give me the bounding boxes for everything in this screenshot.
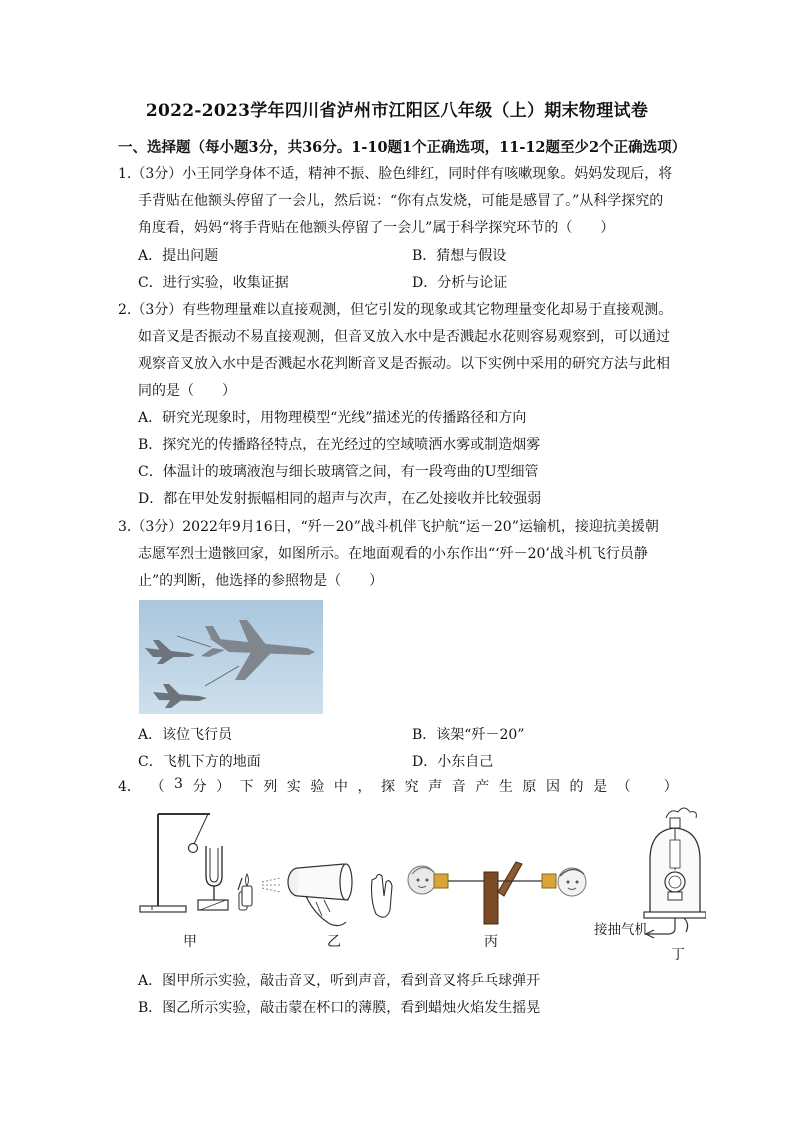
- figure-yi-caption: 乙: [327, 934, 341, 950]
- q2-line-3: 观察音叉放入水中是否溅起水花判断音叉是否振动。以下实例中采用的研究方法与此相: [138, 356, 670, 372]
- q4-stem-char: 3: [174, 776, 183, 792]
- q2-option-c[interactable]: C．体温计的玻璃液泡与细长玻璃管之间，有一段弯曲的U型细管: [138, 464, 539, 480]
- q4-stem-char: 生: [498, 779, 513, 795]
- q4-stem-char: 是: [593, 779, 608, 795]
- q4-stem-char: ，: [357, 779, 372, 795]
- q4-stem-char: 下: [239, 779, 254, 795]
- q2-option-a[interactable]: A．研究光现象时，用物理模型“光线”描述光的传播路径和方向: [138, 410, 527, 426]
- q4-stem-char: 产: [475, 779, 490, 795]
- q2-line-1: 2.（3分）有些物理量难以直接观测，但它引发的现象或其它物理量变化却易于直接观测。: [118, 302, 673, 318]
- q4-stem-char: 验: [310, 779, 325, 795]
- q3-option-a[interactable]: A．该位飞行员: [138, 727, 233, 743]
- figure-jia-caption: 甲: [183, 934, 197, 950]
- q4-stem-char: 4．: [118, 779, 141, 795]
- formation-flight-photo: [139, 600, 323, 714]
- q4-stem-char: 分: [192, 779, 207, 795]
- q3-option-d[interactable]: D．小东自己: [412, 754, 494, 770]
- q2-option-d[interactable]: D．都在甲处发射振幅相同的超声与次声，在乙处接收并比较强弱: [138, 491, 542, 507]
- section-heading: 一、选择题（每小题3分，共36分。1-10题1个正确选项，11-12题至少2个正确选项）: [118, 139, 687, 156]
- q4-option-b[interactable]: B．图乙所示实验，敲击蒙在杯口的薄膜，看到蜡烛火焰发生摇晃: [138, 1000, 541, 1016]
- page-title: 2022-2023学年四川省泸州市江阳区八年级（上）期末物理试卷: [145, 101, 649, 121]
- q4-stem-char: 究: [404, 779, 419, 795]
- q4-stem-char: 实: [286, 779, 301, 795]
- q4-stem-char: [640, 776, 654, 796]
- q4-stem-char: 因: [545, 779, 560, 795]
- q1-line-3: 角度看，妈妈“将手背贴在他额头停留了一会儿”属于科学探究环节的（ ）: [138, 220, 615, 236]
- bell-jar-vacuum-diagram: [640, 800, 706, 948]
- q3-option-b[interactable]: B．该架“歼－20”: [412, 727, 525, 743]
- q1-option-a[interactable]: A．提出问题: [138, 248, 219, 264]
- q3-line-3: 止”的判断，他选择的参照物是（ ）: [138, 573, 384, 589]
- q3-line-1: 3.（3分）2022年9月16日，“歼－20”战斗机伴飞护航“运－20”运输机，接迎抗美援朝: [118, 519, 659, 535]
- q4-stem-char: 声: [428, 779, 443, 795]
- q4-stem-char: 中: [333, 779, 348, 795]
- string-telephone-diagram: [404, 858, 604, 928]
- candle-membrane-diagram: [236, 852, 396, 932]
- q1-option-c[interactable]: C．进行实验，收集证据: [138, 275, 289, 291]
- q4-stem-char: 列: [263, 779, 278, 795]
- q2-line-4: 同的是（ ）: [138, 383, 236, 399]
- pump-label: 接抽气机: [594, 922, 648, 938]
- q4-stem: [118, 776, 678, 796]
- q3-option-c[interactable]: C．飞机下方的地面: [138, 754, 261, 770]
- q1-line-2: 手背贴在他额头停留了一会儿，然后说：“你有点发烧，可能是感冒了。”从科学探究的: [138, 193, 664, 209]
- q2-option-b[interactable]: B．探究光的传播路径特点，在光经过的空域喷洒水雾或制造烟雾: [138, 437, 541, 453]
- q2-line-2: 如音叉是否振动不易直接观测，但音叉放入水中是否溅起水花则容易观察到，可以通过: [138, 329, 670, 345]
- q4-stem-char: 原: [522, 779, 537, 795]
- q4-stem-char: （: [150, 779, 165, 795]
- q4-stem-char: 探: [381, 779, 396, 795]
- q1-option-b[interactable]: B．猜想与假设: [412, 248, 507, 264]
- q1-line-1: 1.（3分）小王同学身体不适，精神不振、脸色绯红，同时伴有咳嗽现象。妈妈发现后，将: [118, 166, 673, 182]
- q4-stem-char: ）: [216, 779, 231, 795]
- q1-option-d[interactable]: D．分析与论证: [412, 275, 508, 291]
- q4-stem-char: ）: [663, 779, 678, 795]
- q4-stem-char: 音: [451, 779, 466, 795]
- q4-option-a[interactable]: A．图甲所示实验，敲击音叉，听到声音，看到音叉将乒乓球弹开: [138, 973, 541, 989]
- q4-stem-char: 的: [569, 779, 584, 795]
- tuning-fork-stand-diagram: [138, 806, 248, 918]
- q4-stem-char: （: [616, 779, 631, 795]
- figure-bing-caption: 丙: [484, 934, 498, 950]
- q3-line-2: 志愿军烈士遗骸回家，如图所示。在地面观看的小东作出“‘歼－20’战斗机飞行员静: [138, 546, 648, 562]
- figure-ding-caption: 丁: [671, 947, 685, 963]
